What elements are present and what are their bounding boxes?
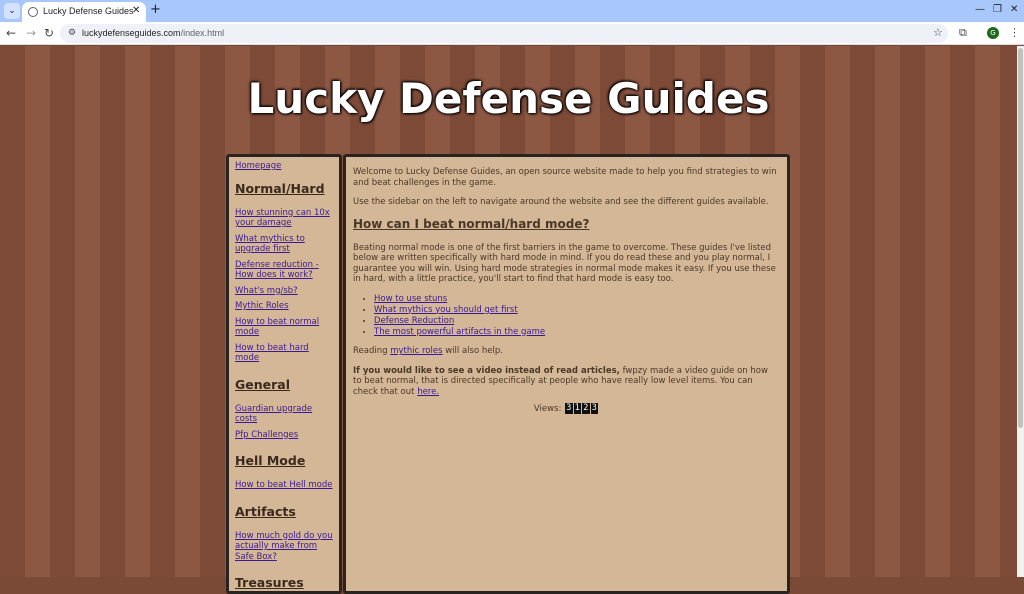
sidebar-link[interactable]: How to beat normal mode [235,316,320,337]
video-paragraph [353,366,779,398]
view-counter [353,403,779,415]
sidebar-link[interactable]: Mythic Roles [235,301,289,311]
sidebar-link[interactable]: Pfp Challenges [235,429,299,440]
minimize-button[interactable] [975,4,985,16]
address-bar[interactable] [60,24,948,43]
guide-link[interactable]: How to use stuns [374,293,448,304]
reload-button[interactable] [44,26,54,40]
restore-button[interactable] [993,4,1002,16]
list-item [374,316,779,327]
sidebar-heading-general: General [235,376,290,392]
video-text: fwpzy made a video guide on how to beat normal, that is directed specifically at people who have really low level items. You can check that out [353,365,768,397]
tab-search-button[interactable] [4,3,20,19]
sidebar-link[interactable]: How stunning can 10x your damage [235,207,330,228]
profile-avatar[interactable]: G [987,27,999,39]
sidebar-link[interactable]: Guardian upgrade costs [235,403,313,424]
list-item [374,327,779,338]
sidebar [226,154,342,594]
globe-icon [28,7,38,17]
close-icon: ✕ [1010,4,1019,15]
guide-list [374,294,779,338]
intro-paragraph: Welcome to Lucky Defense Guides, an open source website made to help you find strategies to win and beat challenges in the game. [353,167,777,188]
sidebar-heading-normal-hard: Normal/Hard [235,180,325,196]
tab-title: Lucky Defense Guides [43,6,134,16]
url-path: /index.html [180,28,225,38]
counter-digit: 3 [591,403,597,413]
close-icon[interactable]: ✕ [132,5,141,16]
guide-link[interactable]: What mythics you should get first [374,304,518,315]
forward-button[interactable] [26,26,36,40]
page-scrollbar[interactable] [1017,46,1024,577]
sidebar-hint-paragraph: Use the sidebar on the left to navigate around the website and see the different guides available. [353,197,769,207]
close-window-button[interactable] [1010,4,1018,16]
restore-icon: ❐ [993,4,1002,15]
video-bold-text: If you would like to see a video instead of read articles, [353,365,620,376]
reading-paragraph [353,346,779,357]
menu-kebab-icon[interactable]: ⋮ [1009,26,1020,39]
arrow-right-icon: → [26,26,37,40]
plus-icon: + [150,2,161,17]
url-host: luckydefenseguides.com [82,28,181,38]
site-title: Lucky Defense Guides [247,74,770,123]
reload-icon: ↻ [44,26,55,40]
extensions-icon[interactable]: ⧉ [959,26,967,39]
scrollbar-thumb[interactable] [1018,48,1023,428]
counter-digit: 1 [574,403,580,413]
browser-toolbar [0,22,1024,45]
section-heading: How can I beat normal/hard mode? [353,216,590,231]
section-paragraph: Beating normal mode is one of the first barriers in the game to overcome. These guides I've listed below are written specifically with hard mode in mind. If you do read these and you play normal, I guarantee you will win. Using hard mode strategies in normal mode makes it easy. If you use these in hard, with a little practice, you'll start to find that hard mode is easy too. [353,242,776,284]
mythic-roles-link[interactable]: mythic roles [390,346,443,356]
views-label: Views: [533,404,562,414]
minimize-icon: — [975,4,985,15]
bookmark-star-icon[interactable]: ☆ [933,26,943,39]
arrow-left-icon: ← [6,26,17,40]
list-item [374,305,779,316]
site-info-icon[interactable]: ⚙ [68,28,77,38]
browser-tab[interactable] [22,2,146,22]
new-tab-button[interactable] [150,3,161,17]
counter-digit: 2 [583,403,589,413]
list-item [374,294,779,305]
counter-digit: 3 [566,403,572,413]
url-text[interactable] [82,28,224,38]
page-viewport [0,46,1017,590]
back-button[interactable] [6,26,16,40]
sidebar-heading-treasures: Treasures [235,575,304,590]
sidebar-link[interactable]: What mythics to upgrade first [235,233,305,254]
sidebar-link[interactable]: How to beat Hell mode [235,480,333,490]
reading-text-end: will also help. [442,346,503,356]
chevron-down-icon: ⌄ [8,6,16,16]
sidebar-heading-hell-mode: Hell Mode [235,453,306,468]
main-content [343,154,790,594]
video-link[interactable]: here. [417,386,440,397]
counter-digits [564,403,598,414]
sidebar-link[interactable]: How much gold do you actually make from Safe Box? [235,530,333,562]
reading-text: Reading [353,346,391,356]
tab-strip [0,0,1024,22]
sidebar-link[interactable]: Defense reduction - How does it work? [235,259,319,280]
sidebar-link[interactable]: What's mg/sb? [235,285,298,296]
sidebar-link[interactable]: How to beat hard mode [235,342,309,363]
sidebar-link-homepage[interactable]: Homepage [235,161,282,171]
guide-link[interactable]: The most powerful artifacts in the game [374,326,546,337]
sidebar-heading-artifacts: Artifacts [235,503,296,519]
guide-link[interactable]: Defense Reduction [374,315,455,326]
